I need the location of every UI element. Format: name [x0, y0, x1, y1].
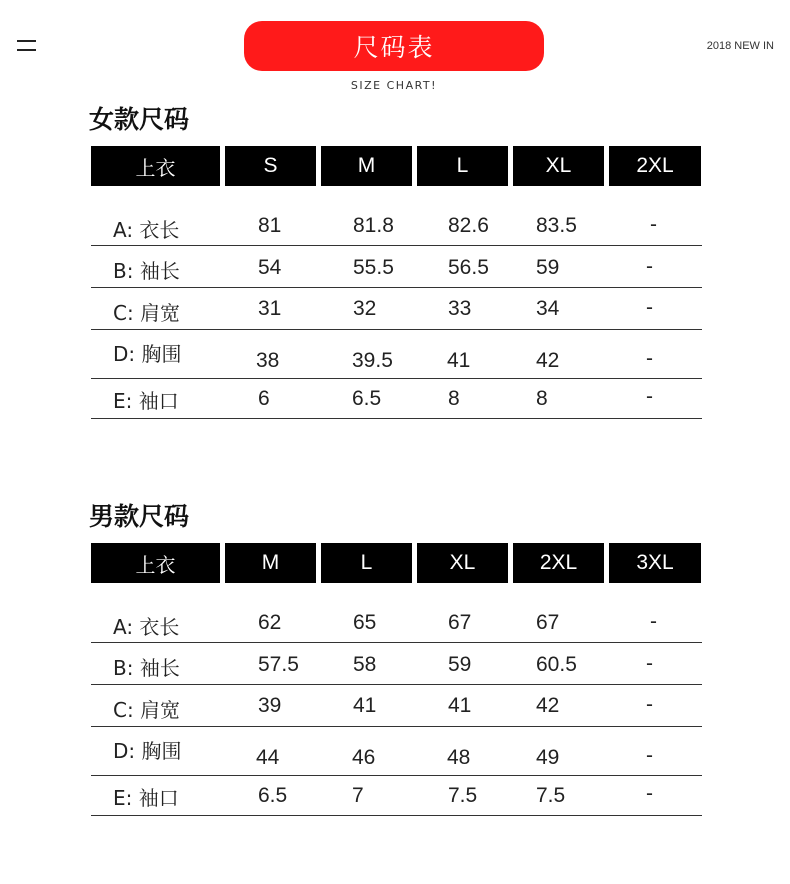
men-header-cell: 上衣 — [91, 543, 220, 583]
size-value: 60.5 — [536, 653, 577, 676]
size-value: 65 — [353, 611, 377, 634]
size-value: 41 — [448, 694, 472, 717]
row-label: E: 袖口 — [113, 786, 179, 810]
size-value: 81 — [258, 214, 282, 237]
women-header-cell: 2XL — [609, 146, 701, 186]
men-header-cell: 3XL — [609, 543, 701, 583]
size-value: 32 — [353, 297, 377, 320]
row-label: B: 袖长 — [113, 656, 180, 680]
size-value: 54 — [258, 256, 282, 279]
men-table-row — [91, 642, 702, 685]
size-value: 44 — [256, 746, 280, 769]
women-header-cell: 上衣 — [91, 146, 220, 186]
size-value: 58 — [353, 653, 377, 676]
page-title: 尺码表 — [353, 33, 435, 62]
men-table-row — [91, 601, 702, 643]
size-value: 57.5 — [258, 653, 299, 676]
size-value: - — [646, 347, 653, 370]
size-value: 56.5 — [448, 256, 489, 279]
women-table-row — [91, 379, 702, 419]
women-table-row — [91, 245, 702, 288]
men-header-cell: XL — [417, 543, 508, 583]
women-header-cell: L — [417, 146, 508, 186]
collection-tagline: 2018 NEW IN — [706, 40, 774, 52]
size-value: 42 — [536, 694, 560, 717]
size-value: 49 — [536, 746, 560, 769]
women-table-row — [91, 288, 702, 330]
size-value: - — [650, 610, 657, 633]
row-label: B: 袖长 — [113, 259, 180, 283]
size-value: 59 — [536, 256, 560, 279]
size-value: 7.5 — [536, 784, 566, 807]
size-value: - — [646, 385, 653, 408]
women-section-title: 女款尺码 — [89, 105, 190, 134]
size-value: 67 — [448, 611, 472, 634]
men-table-row — [91, 685, 702, 727]
page-title-banner — [244, 21, 544, 71]
row-label: D: 胸围 — [113, 342, 182, 366]
size-value: 82.6 — [448, 214, 489, 237]
size-value: - — [646, 255, 653, 278]
size-value: 38 — [256, 349, 280, 372]
size-value: 6.5 — [352, 387, 382, 410]
size-value: 8 — [536, 387, 548, 410]
size-value: 46 — [352, 746, 376, 769]
size-value: 62 — [258, 611, 282, 634]
size-value: - — [650, 213, 657, 236]
size-value: - — [646, 782, 653, 805]
men-table-row — [91, 776, 702, 816]
size-value: 81.8 — [353, 214, 394, 237]
size-value: - — [646, 296, 653, 319]
size-value: 42 — [536, 349, 560, 372]
page-subtitle: SIZE CHART! — [350, 79, 438, 92]
size-value: 31 — [258, 297, 282, 320]
size-value: 39 — [258, 694, 282, 717]
size-value: 55.5 — [353, 256, 394, 279]
size-value: 39.5 — [352, 349, 393, 372]
size-value: 59 — [448, 653, 472, 676]
size-value: 41 — [353, 694, 377, 717]
women-header-cell: M — [321, 146, 412, 186]
row-label: D: 胸围 — [113, 739, 182, 763]
men-section-title: 男款尺码 — [89, 502, 190, 531]
women-header-cell: S — [225, 146, 316, 186]
size-value: - — [646, 652, 653, 675]
size-value: 33 — [448, 297, 472, 320]
women-table-row — [91, 330, 702, 379]
size-value: 67 — [536, 611, 560, 634]
size-value: 8 — [448, 387, 460, 410]
size-value: 6 — [258, 387, 270, 410]
size-value: 34 — [536, 297, 560, 320]
size-value: 48 — [447, 746, 471, 769]
row-label: A: 衣长 — [113, 615, 180, 639]
women-header-cell: XL — [513, 146, 604, 186]
row-label: A: 衣长 — [113, 218, 180, 242]
size-value: 7.5 — [448, 784, 478, 807]
size-value: - — [646, 744, 653, 767]
size-value: 7 — [352, 784, 364, 807]
row-label: E: 袖口 — [113, 389, 179, 413]
size-value: 83.5 — [536, 214, 577, 237]
men-table-row — [91, 727, 702, 776]
hamburger-menu-icon[interactable] — [17, 38, 36, 52]
size-value: - — [646, 693, 653, 716]
size-value: 41 — [447, 349, 471, 372]
women-table-row — [91, 204, 702, 246]
row-label: C: 肩宽 — [113, 698, 181, 722]
size-value: 6.5 — [258, 784, 288, 807]
men-header-cell: M — [225, 543, 316, 583]
row-label: C: 肩宽 — [113, 301, 181, 325]
men-header-cell: L — [321, 543, 412, 583]
men-header-cell: 2XL — [513, 543, 604, 583]
